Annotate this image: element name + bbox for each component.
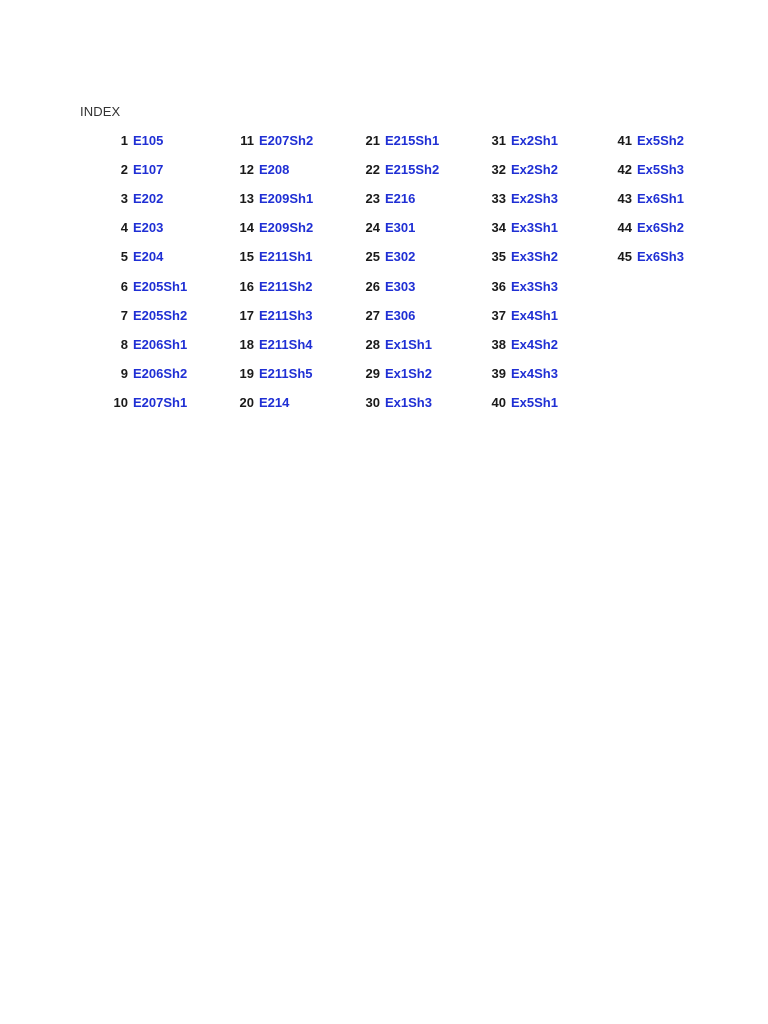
index-entry-link[interactable]: Ex2Sh1 — [511, 133, 558, 148]
index-entry-number: 28 — [365, 336, 380, 352]
index-entry-number: 10 — [113, 394, 128, 410]
index-entry-number: 3 — [120, 191, 128, 207]
index-entry-number: 18 — [239, 336, 254, 352]
index-entry-number: 12 — [239, 162, 254, 178]
index-entry-link[interactable]: E207Sh1 — [133, 394, 188, 410]
index-entry — [466, 307, 558, 325]
index-entry — [214, 394, 289, 412]
index-entry-number: 38 — [491, 336, 506, 352]
index-entry-link[interactable]: E207Sh2 — [259, 133, 314, 148]
index-entry-link[interactable]: Ex6Sh2 — [637, 220, 684, 236]
index-entry — [340, 394, 432, 412]
index-entry — [214, 307, 313, 325]
index-entry-number: 43 — [617, 191, 632, 207]
index-entry-number: 15 — [239, 249, 254, 265]
index-entry-link[interactable]: E211Sh4 — [259, 336, 313, 352]
index-entry-link[interactable]: E205Sh1 — [133, 278, 188, 294]
index-entry-link[interactable]: E206Sh1 — [133, 336, 188, 352]
index-entry-link[interactable]: Ex2Sh3 — [511, 191, 558, 207]
index-entry — [340, 248, 415, 266]
index-entry — [466, 132, 558, 150]
index-entry-number: 44 — [617, 220, 632, 236]
index-entry-link[interactable]: E209Sh2 — [259, 220, 314, 236]
index-entry-number: 14 — [239, 220, 254, 236]
index-entry — [466, 394, 558, 412]
index-entry-number: 4 — [120, 220, 128, 236]
index-entry-number: 17 — [239, 307, 254, 323]
index-entry-number: 11 — [240, 133, 254, 148]
index-entry-number: 34 — [491, 220, 506, 236]
index-entry-link[interactable]: E211Sh1 — [259, 249, 313, 265]
index-entry — [214, 336, 313, 354]
index-entry-number: 35 — [491, 249, 506, 265]
index-entry-link[interactable]: E208 — [259, 162, 290, 178]
index-entry — [88, 248, 163, 266]
index-entry — [88, 219, 163, 237]
index-entry-link[interactable]: E215Sh1 — [385, 133, 440, 148]
index-entry — [340, 190, 415, 208]
index-entry-number: 32 — [491, 162, 506, 178]
index-entry — [466, 190, 558, 208]
index-entry — [340, 336, 432, 354]
index-entry-link[interactable]: E209Sh1 — [259, 191, 314, 207]
index-entry-link[interactable]: Ex5Sh1 — [511, 394, 558, 410]
index-entry-number: 16 — [239, 278, 254, 294]
index-entry-number: 40 — [491, 394, 506, 410]
index-entry-link[interactable]: Ex5Sh3 — [637, 162, 684, 178]
index-entry — [592, 248, 684, 266]
index-entry-link[interactable]: Ex2Sh2 — [511, 162, 558, 178]
index-entry-link[interactable]: Ex1Sh2 — [385, 365, 432, 381]
index-entry-number: 41 — [617, 133, 632, 148]
index-entry-number: 24 — [365, 220, 380, 236]
index-entry — [592, 161, 684, 179]
index-entry-link[interactable]: Ex4Sh3 — [511, 365, 558, 381]
index-entry-number: 37 — [491, 307, 506, 323]
index-entry-link[interactable]: E303 — [385, 278, 416, 294]
index-entry-link[interactable]: Ex3Sh3 — [511, 278, 558, 294]
index-entry-link[interactable]: E203 — [133, 220, 164, 236]
index-entry — [592, 190, 684, 208]
index-entry — [214, 161, 289, 179]
index-entry-number: 19 — [239, 365, 254, 381]
index-entry — [88, 161, 163, 179]
index-entry-number: 20 — [239, 394, 254, 410]
index-entry-link[interactable]: E211Sh2 — [259, 278, 313, 294]
index-entry-link[interactable]: Ex6Sh3 — [637, 249, 684, 265]
index-entry-link[interactable]: E107 — [133, 162, 164, 178]
index-entry-link[interactable]: E215Sh2 — [385, 162, 440, 178]
index-entry-number: 22 — [365, 162, 380, 178]
index-entry — [592, 219, 684, 237]
index-entry-number: 36 — [491, 278, 506, 294]
index-entry — [88, 394, 187, 412]
index-entry-link[interactable]: E204 — [133, 249, 164, 265]
index-entry-link[interactable]: E205Sh2 — [133, 307, 188, 323]
index-entry-number: 29 — [365, 365, 380, 381]
index-entry-link[interactable]: E301 — [385, 220, 416, 236]
index-entry-link[interactable]: Ex6Sh1 — [637, 191, 684, 207]
index-entry — [466, 278, 558, 296]
index-entry-number: 21 — [365, 133, 380, 148]
index-entry-number: 33 — [491, 191, 506, 207]
index-entry-link[interactable]: Ex3Sh2 — [511, 249, 558, 265]
index-entry — [88, 190, 163, 208]
index-entry — [214, 278, 313, 296]
index-entry-number: 42 — [617, 162, 632, 178]
index-entry — [592, 132, 684, 150]
index-entry-link[interactable]: E302 — [385, 249, 416, 265]
index-entry — [340, 307, 415, 325]
index-entry-number: 7 — [120, 307, 128, 323]
index-entry-link[interactable]: Ex4Sh1 — [511, 307, 558, 323]
index-entry-number: 26 — [365, 278, 380, 294]
index-entry-number: 13 — [239, 191, 254, 207]
index-entry — [466, 219, 558, 237]
index-entry — [214, 190, 313, 208]
index-entry-link[interactable]: Ex1Sh3 — [385, 394, 432, 410]
index-entry-link[interactable]: E206Sh2 — [133, 365, 188, 381]
index-entry-link[interactable]: E306 — [385, 307, 416, 323]
index-entry — [214, 248, 313, 266]
index-title: INDEX — [80, 104, 121, 119]
index-entry-number: 25 — [365, 249, 380, 265]
index-entry-number: 1 — [120, 133, 128, 148]
index-entry-link[interactable]: Ex5Sh2 — [637, 133, 684, 148]
index-entry — [214, 219, 313, 237]
index-entry-number: 8 — [120, 336, 128, 352]
index-entry-link[interactable]: E211Sh5 — [259, 365, 313, 381]
index-entry-number: 5 — [120, 249, 128, 265]
index-entry — [340, 365, 432, 383]
index-entry — [88, 278, 187, 296]
index-entry — [466, 365, 558, 383]
index-entry-link[interactable]: Ex3Sh1 — [511, 220, 558, 236]
index-entry-link[interactable]: E105 — [133, 133, 164, 148]
index-entry-link[interactable]: Ex4Sh2 — [511, 336, 558, 352]
index-entry-link[interactable]: Ex1Sh1 — [385, 336, 432, 352]
index-entry-link[interactable]: E216 — [385, 191, 416, 207]
index-entry-number: 39 — [491, 365, 506, 381]
index-entry-number: 27 — [365, 307, 380, 323]
index-entry — [340, 219, 415, 237]
index-entry — [214, 365, 313, 383]
index-entry — [340, 278, 415, 296]
index-entry-link[interactable]: E211Sh3 — [259, 307, 313, 323]
index-entry-link[interactable]: E202 — [133, 191, 164, 207]
index-entry — [466, 161, 558, 179]
index-entry — [88, 365, 187, 383]
index-entry — [88, 336, 187, 354]
index-entry-link[interactable]: E214 — [259, 394, 290, 410]
index-entry — [88, 132, 163, 150]
index-entry — [88, 307, 187, 325]
index-entry-number: 2 — [120, 162, 128, 178]
index-entry — [214, 132, 313, 150]
index-entry-number: 9 — [120, 365, 128, 381]
index-entry — [340, 161, 439, 179]
index-entry-number: 30 — [365, 394, 380, 410]
index-entry — [466, 336, 558, 354]
index-entry-number: 31 — [491, 133, 506, 148]
index-entry — [340, 132, 439, 150]
index-entry-number: 6 — [120, 278, 128, 294]
index-entry — [466, 248, 558, 266]
index-entry-number: 45 — [617, 249, 632, 265]
index-entry-number: 23 — [365, 191, 380, 207]
